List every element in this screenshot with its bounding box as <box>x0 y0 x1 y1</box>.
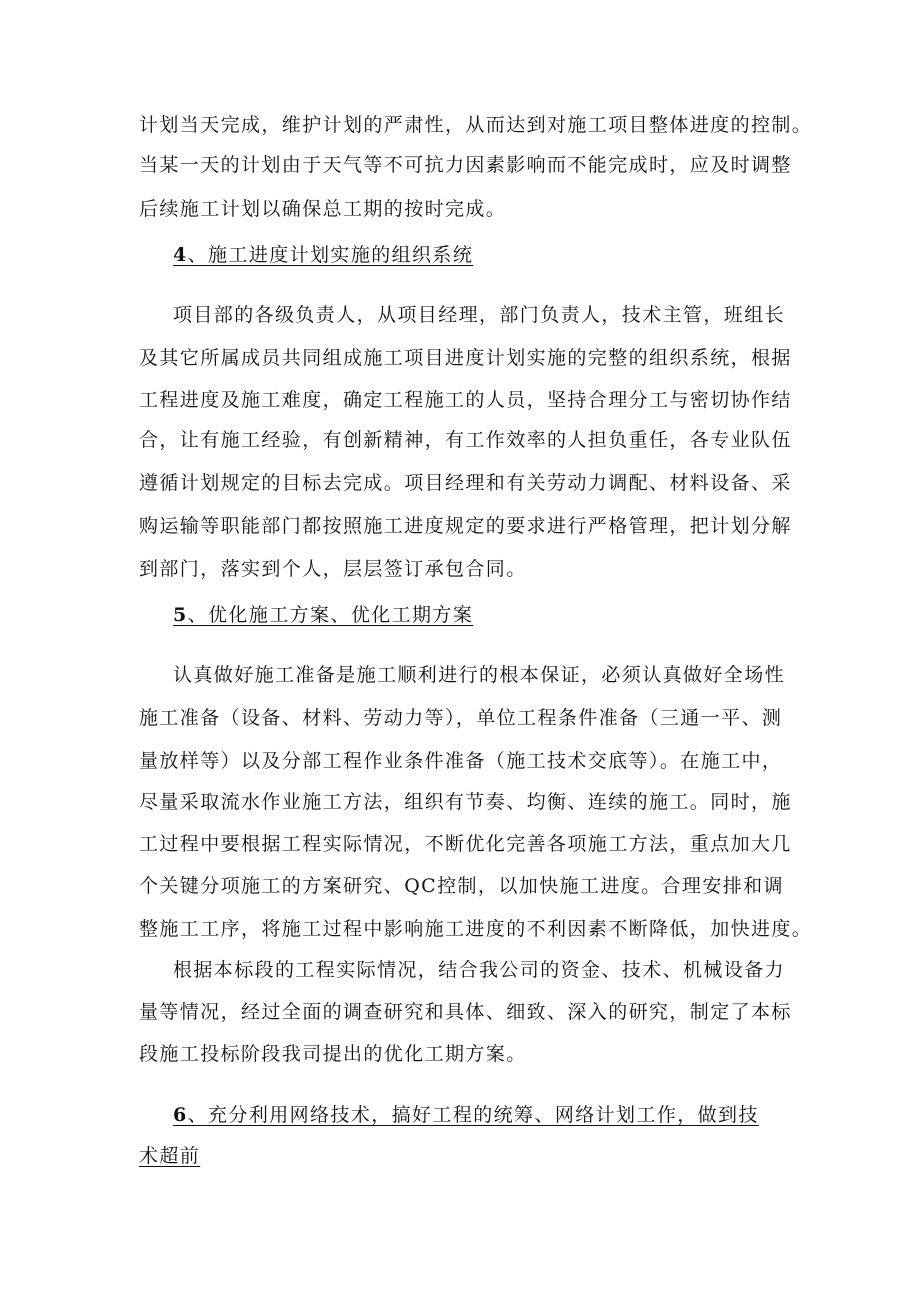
paragraph-1-line-2: 当某一天的计划由于天气等不可抗力因素影响而不能完成时，应及时调整 <box>139 154 792 176</box>
section-5-number: 5 <box>173 604 188 626</box>
section-6-title-part-2: 术超前 <box>139 1145 201 1167</box>
section-5-line-9: 量等情况，经过全面的调查研究和具体、细致、深入的研究，制定了本标 <box>139 1001 792 1023</box>
section-4-heading <box>173 243 473 267</box>
section-5-line-7: 整施工工序，将施工过程中影响施工进度的不利因素不断降低，加快进度。 <box>139 918 813 940</box>
section-5-line-5: 工过程中要根据工程实际情况，不断优化完善各项施工方法，重点加大几 <box>139 833 792 855</box>
section-4-line-1: 项目部的各级负责人，从项目经理，部门负责人，技术主管，班组长 <box>173 304 786 326</box>
section-6-number: 6 <box>173 1104 188 1126</box>
section-4-line-6: 购运输等职能部门都按照施工进度规定的要求进行严格管理，把计划分解 <box>139 515 792 537</box>
section-4-line-4: 合，让有施工经验，有创新精神，有工作效率的人担负重任，各专业队伍 <box>139 429 792 451</box>
section-5-line-1: 认真做好施工准备是施工顺利进行的根本保证，必须认真做好全场性 <box>173 664 786 686</box>
section-5-line-10: 段施工投标阶段我司提出的优化工期方案。 <box>139 1043 527 1065</box>
section-5-heading <box>173 603 473 627</box>
section-5-line-3: 量放样等）以及分部工程作业条件准备（施工技术交底等）。在施工中， <box>139 750 783 772</box>
paragraph-1-line-3: 后续施工计划以确保总工期的按时完成。 <box>139 198 507 220</box>
section-4-title: 、施工进度计划实施的组织系统 <box>187 244 474 266</box>
section-6-heading-line-1 <box>173 1103 759 1127</box>
section-5-title: 、优化施工方案、优化工期方案 <box>187 604 474 626</box>
section-5-line-6: 个关键分项施工的方案研究、QC控制，以加快施工进度。合理安排和调 <box>139 875 784 897</box>
section-6-title-part-1: 、充分利用网络技术，搞好工程的统筹、网络计划工作，做到技 <box>187 1104 759 1126</box>
section-5-line-4: 尽量采取流水作业施工方法，组织有节奏、均衡、连续的施工。同时，施 <box>139 791 792 813</box>
section-4-number: 4 <box>173 244 188 266</box>
paragraph-1-line-1: 计划当天完成，维护计划的严肃性，从而达到对施工项目整体进度的控制。 <box>139 114 813 136</box>
section-4-line-5: 遵循计划规定的目标去完成。项目经理和有关劳动力调配、材料设备、采 <box>139 472 792 494</box>
section-4-line-2: 及其它所属成员共同组成施工项目进度计划实施的完整的组织系统，根据 <box>139 347 792 369</box>
section-4-line-7: 到部门，落实到个人，层层签订承包合同。 <box>139 558 527 580</box>
section-5-line-8: 根据本标段的工程实际情况，结合我公司的资金、技术、机械设备力 <box>173 959 786 981</box>
section-5-line-2: 施工准备（设备、材料、劳动力等），单位工程条件准备（三通一平、测 <box>139 707 783 729</box>
section-4-line-3: 工程进度及施工难度，确定工程施工的人员，坚持合理分工与密切协作结 <box>139 389 792 411</box>
section-6-heading-line-2 <box>139 1144 200 1168</box>
